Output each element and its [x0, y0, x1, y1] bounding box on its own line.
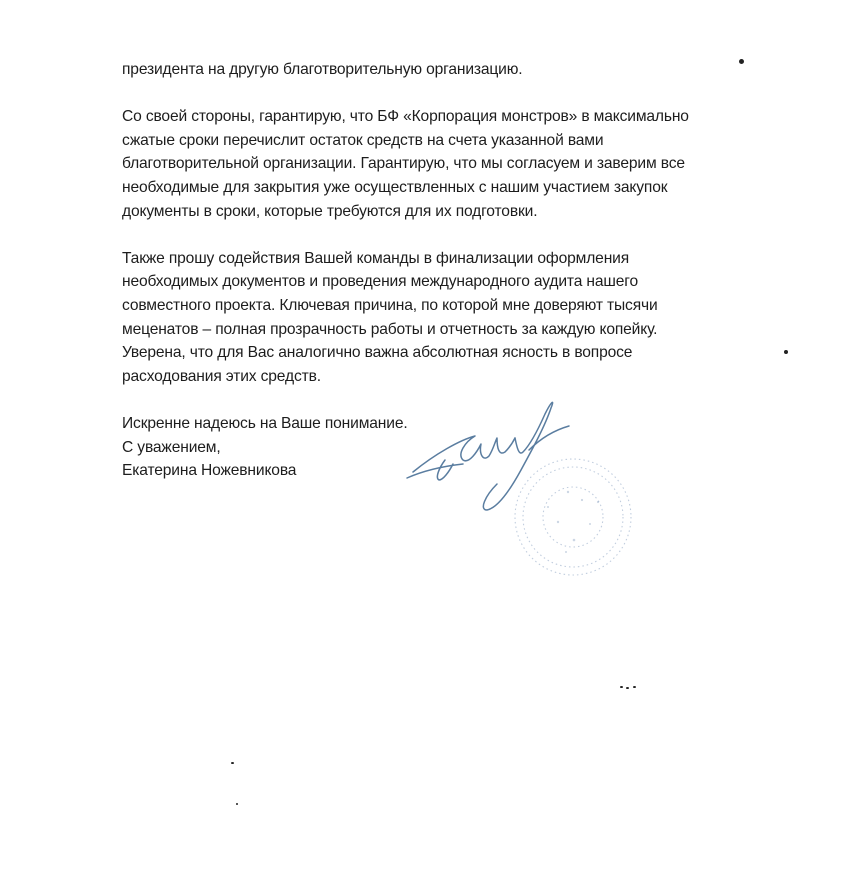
scan-speck [784, 350, 788, 354]
paragraph-2: Со своей стороны, гарантирую, что БФ «Корпорация монстров» в максимально сжатые сроки перечислит остаток средств на счета указанной вами благотворительной организации. Гарантирую, что мы согласуем и заверим все необходимые для закрытия уже осуществленных с нашим участием закупок документы в сроки, которые требуются для их подготовки. [122, 108, 689, 220]
scan-speck [236, 803, 238, 805]
closing-line: Искренне надеюсь на Ваше понимание. [122, 414, 408, 432]
regards-line: С уважением, [122, 438, 221, 456]
paragraph-1: президента на другую благотворительную организацию. [122, 61, 523, 78]
scan-speck [620, 686, 623, 688]
scan-speck [633, 686, 636, 688]
paragraph-3: Также прошу содействия Вашей команды в финализации оформления необходимых документов и проведения международного аудита нашего совместного проекта. Ключевая причина, по которой мне доверяют тысячи меценатов – полная прозрачность работы и отчетность за каждую копейку. Уверена, что для Вас аналогично важна абсолютная ясность в вопросе расходования этих средств. [122, 249, 658, 385]
scan-speck [739, 59, 744, 64]
signatory-name: Екатерина Ножевникова [122, 462, 297, 480]
handwritten-signature [405, 392, 585, 522]
scan-speck [626, 687, 629, 689]
scan-speck [231, 762, 234, 764]
